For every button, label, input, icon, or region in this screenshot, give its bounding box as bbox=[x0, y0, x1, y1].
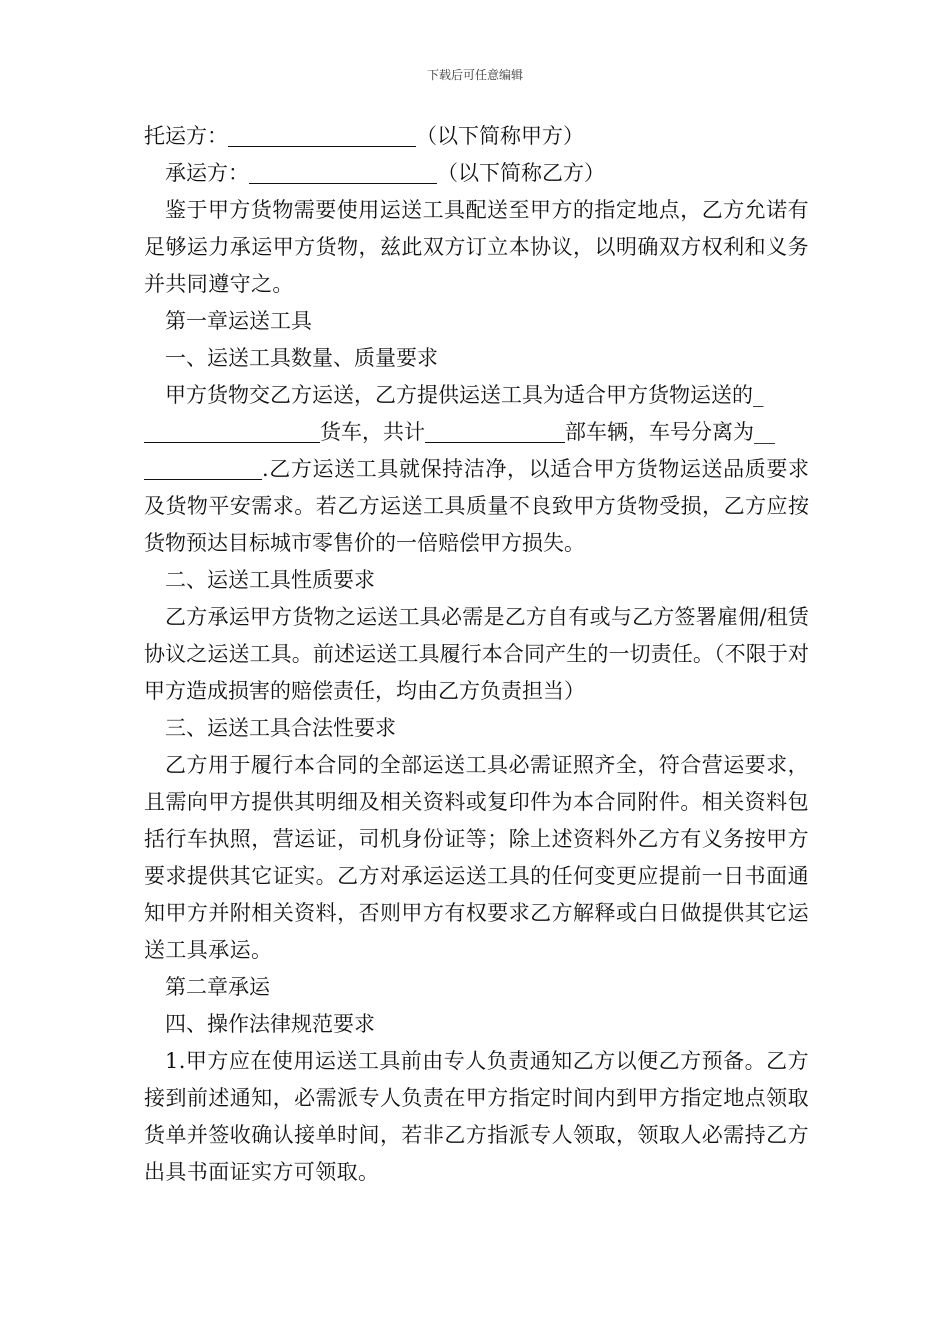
preamble-paragraph: 鉴于甲方货物需要使用运送工具配送至甲方的指定地点，乙方允诺有足够运力承运甲方货物，兹此双方订立本协议，以明确双方权利和义务并共同遵守之。 bbox=[144, 198, 809, 296]
section-1-text-c: 部车辆，车号分离为__ bbox=[565, 420, 775, 444]
section-2-paragraph: 乙方承运甲方货物之运送工具必需是乙方自有或与乙方签署雇佣/租赁协议之运送工具。前述运送工具履行本合同产生的一切责任。（不限于对甲方造成损害的赔偿责任，均由乙方负责担当） bbox=[144, 605, 809, 703]
carrier-line bbox=[144, 155, 809, 192]
section-4-heading: 四、操作法律规范要求 bbox=[165, 1012, 375, 1036]
page-header-note: 下载后可任意编辑 bbox=[426, 68, 523, 82]
section-3-paragraph: 乙方用于履行本合同的全部运送工具必需证照齐全，符合营运要求，且需向甲方提供其明细及相关资料或复印件为本合同附件。相关资料包括行车执照，营运证，司机身份证等；除上述资料外乙方有义务按甲方要求提供其它证实。乙方对承运运送工具的任何变更应提前一日书面通知甲方并附相关资料，否则甲方有权要求乙方解释或白日做提供其它运送工具承运。 bbox=[144, 753, 809, 962]
consignor-line bbox=[144, 118, 809, 155]
section-3-heading: 三、运送工具合法性要求 bbox=[165, 716, 396, 740]
chapter-2-heading: 第二章承运 bbox=[165, 975, 270, 999]
consignor-suffix: （以下简称甲方） bbox=[416, 124, 584, 148]
section-2-heading: 二、运送工具性质要求 bbox=[165, 568, 375, 592]
section-1-heading: 一、运送工具数量、质量要求 bbox=[165, 346, 438, 370]
section-1-text-b: 货车，共计 bbox=[320, 420, 425, 444]
carrier-suffix: （以下简称乙方） bbox=[437, 161, 605, 185]
section-1-paragraph bbox=[144, 377, 809, 562]
carrier-blank bbox=[249, 159, 437, 184]
section-1-text-a: 甲方货物交乙方运送，乙方提供运送工具为适合甲方货物运送的_ bbox=[165, 383, 764, 407]
section-4-paragraph: 1.甲方应在使用运送工具前由专人负责通知乙方以便乙方预备。乙方接到前述通知，必需派专人负责在甲方指定时间内到甲方指定地点领取货单并签收确认接单时间，若非乙方指派专人领取，领取人必需持乙方出具书面证实方可领取。 bbox=[144, 1049, 809, 1184]
contract-body bbox=[144, 118, 809, 1191]
consignor-label: 托运方： bbox=[144, 124, 228, 148]
vehicle-count-blank bbox=[425, 418, 565, 443]
consignor-blank bbox=[228, 122, 416, 147]
section-1-text-d: .乙方运送工具就保持洁净，以适合甲方货物运送品质要求及货物平安需求。若乙方运送工具质量不良致甲方货物受损，乙方应按货物预达目标城市零售价的一倍赔偿甲方损失。 bbox=[144, 457, 809, 555]
chapter-1-heading: 第一章运送工具 bbox=[165, 309, 312, 333]
plate-number-blank bbox=[144, 455, 262, 480]
truck-type-blank bbox=[144, 418, 320, 443]
carrier-label: 承运方： bbox=[165, 161, 249, 185]
